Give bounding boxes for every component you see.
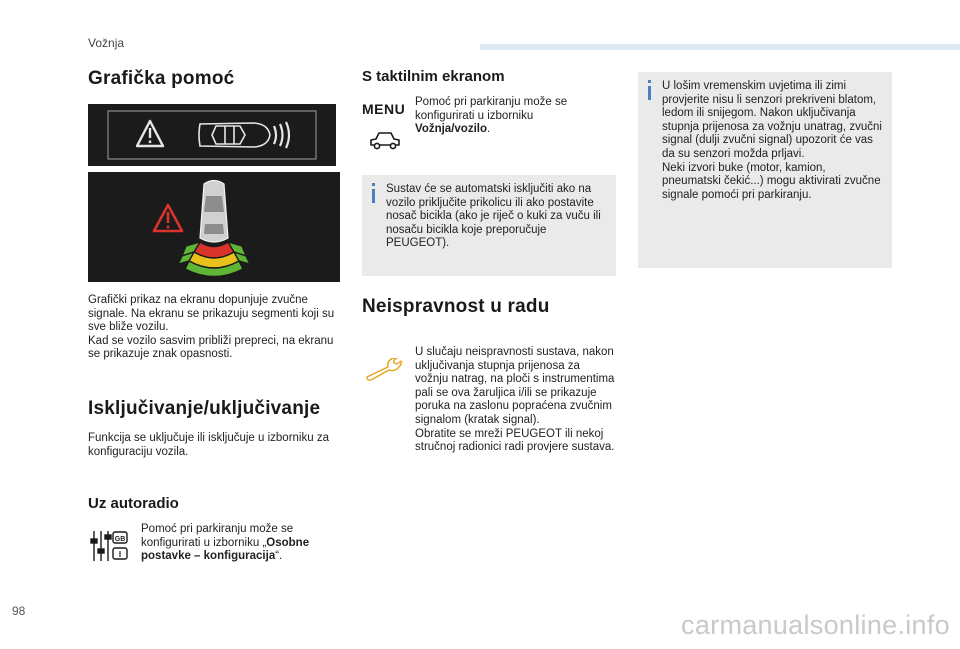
parking-segments bbox=[178, 242, 250, 277]
touch-text-post: . bbox=[487, 123, 491, 136]
warning-triangle-red-icon bbox=[154, 205, 182, 231]
autoradio-text-pre: Pomoć pri parkiranju može se konfigurirati u izborniku „ bbox=[141, 523, 294, 549]
settings-sliders-icon bbox=[88, 527, 130, 565]
graphic-caption: Grafički prikaz na ekranu dopunjuje zvučne signale. Na ekranu se prikazuju segmenti koji su sve bliže vozilu. Kad se vozilo sasvim približi prepreci, na ekranu se prikazuje znak opasnosti. bbox=[88, 294, 335, 361]
section-label: Vožnja bbox=[88, 36, 125, 50]
autoradio-title: Uz autoradio bbox=[88, 495, 179, 512]
car-outline-icon bbox=[199, 123, 270, 147]
instrument-panel-svg bbox=[88, 104, 336, 166]
instrument-panel-graphic bbox=[88, 104, 336, 166]
autoradio-text bbox=[141, 523, 341, 564]
wrench-icon bbox=[364, 358, 406, 382]
page-number: 98 bbox=[12, 604, 26, 618]
gb-label: GB bbox=[114, 536, 126, 543]
fault-title: Neispravnost u radu bbox=[362, 296, 550, 317]
screen-graphic bbox=[88, 172, 340, 282]
header-bar bbox=[480, 44, 960, 50]
watermark: carmanualsonline.info bbox=[681, 610, 950, 640]
car-top-view-icon bbox=[200, 181, 228, 243]
touch-text-pre: Pomoć pri parkiranju može se konfigurirati u izborniku bbox=[415, 96, 568, 122]
menu-label: MENU bbox=[362, 101, 406, 117]
weather-note bbox=[638, 72, 892, 268]
graphic-assist-title: Grafička pomoć bbox=[88, 68, 235, 89]
info-icon bbox=[372, 189, 375, 203]
info-icon-right bbox=[648, 86, 651, 100]
touch-menu-name: Vožnja/vozilo bbox=[415, 123, 487, 136]
toggle-text: Funkcija se uključuje ili isključuje u izborniku za konfiguraciju vozila. bbox=[88, 432, 329, 458]
touch-screen-title: S taktilnim ekranom bbox=[362, 68, 505, 85]
car-icon bbox=[368, 130, 402, 152]
toggle-title: Isključivanje/uključivanje bbox=[88, 398, 321, 419]
autoradio-text-post: “. bbox=[275, 550, 283, 563]
weather-note-text: U lošim vremenskim uvjetima ili zimi provjerite nisu li senzori prekriveni blatom, ledom ili snijegom. Nakon uključivanja stupnja prijenosa za vožnju unatrag, zvučni signal (dulji zvučni signal) upozorit će vas da su senzori možda prljavi. Neki izvori buke (motor, kamion, pneumatski čekić...) mogu aktivirati zvučne signale pomoći pri parkiranju. bbox=[662, 80, 882, 201]
trailer-note-text: Sustav će se automatski isključiti ako na vozilo priključite prikolicu ili ako postavite nosač bicikla (ako je riječ o kuki za vuču ili nosaču bicikla koje preporučuje PEUGEOT). bbox=[386, 183, 601, 250]
fault-text: U slučaju neispravnosti sustava, nakon uključivanja stupnja prijenosa za vožnju natrag, na ploči s instrumentima pali se ova žaruljica i/ili se prikazuje poruka na zaslonu popraćena zvučnim signalom (kratak signal). Obratite se mreži PEUGEOT ili nekoj stručnoj radionici radi provjere sustava. bbox=[415, 346, 615, 454]
trailer-note bbox=[362, 175, 616, 276]
i-label: I bbox=[118, 550, 122, 559]
warning-triangle-icon bbox=[137, 121, 163, 146]
touch-screen-text bbox=[415, 96, 575, 137]
sensor-segments-icon bbox=[274, 122, 289, 148]
screen-graphic-svg bbox=[88, 172, 340, 282]
autoradio-menu-name: Osobne postavke – konfiguracija bbox=[141, 536, 310, 563]
